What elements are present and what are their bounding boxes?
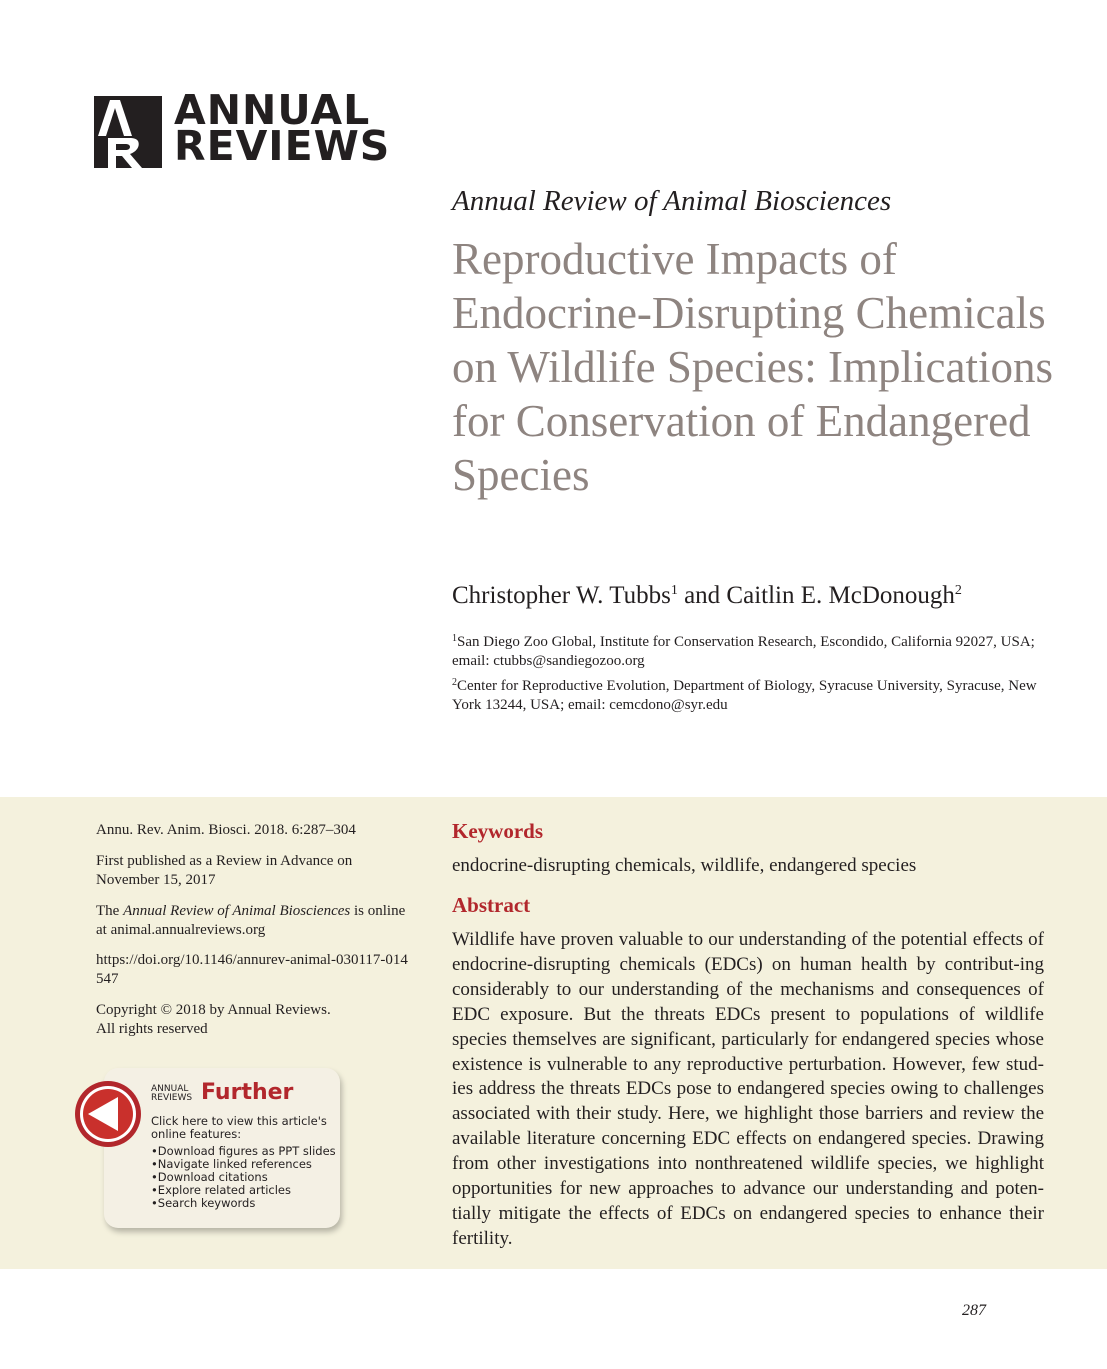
affiliation-marker: 2 [452,677,457,688]
logo-wordmark [174,86,391,170]
logo-line-1: ANNUAL [174,86,371,134]
abstract-heading: Abstract [452,893,531,917]
further-description-text: to view this article's online features: [151,1114,331,1141]
list-item: • Navigate linked references [151,1158,336,1171]
list-item: • Download figures as PPT slides [151,1145,336,1158]
author-affiliation-marker: 1 [670,583,678,598]
published-date: First published as a Review in Advance on November 15, 2017 [96,853,353,888]
affiliation-1 [452,629,1052,671]
citation: Annu. Rev. Anim. Biosci. 2018. 6:287–304 [96,822,356,838]
author-name: Caitlin E. McDonough [726,582,955,609]
keywords-heading: Keywords [452,819,543,843]
further-small-line-2: REVIEWS [151,1093,193,1103]
further-small-line-1: ANNUAL [151,1084,189,1094]
journal-name: Annual Review of Animal Biosciences [452,185,892,217]
further-small-logo [151,1085,192,1103]
online-note [96,902,416,940]
list-item: • Search keywords [151,1197,336,1210]
online-suffix: is online at animal.annualreviews.org [96,903,406,938]
further-title: Further [201,1080,294,1105]
rights: All rights reserved [96,1021,208,1037]
abstract-text: Wildlife have proven valuable to our understanding of the potential effects of endocrine-disrupting chemicals (EDCs) on human health by contribut-ing considerably to our understanding of the mechanisms and consequences of EDC exposure. But the threats EDCs present to populations of wildlife species themselves are significant, particularly for endangered species whose existence is vulnerable to any reproductive perturbation. However, few stud-ies address the threats EDCs pose to endangered species owing to challenges associated with their study. Here, we highlight those barriers and review the available literature concerning EDC effects on endangered species. Drawing from other investigations into nonthreatened wildlife species, we highlight opportunities for new approaches to advance our understanding and poten-tially mitigate the effects of EDCs on endangered species to enhance their fertility. [452,929,1044,1249]
article-title: Reproductive Impacts of Endocrine-Disrupting Chemicals on Wildlife Species: Implications for Conservation of Endangered Species [452,234,1053,500]
doi-link[interactable]: https://doi.org/10.1146/annurev-animal-030117-014547 [96,952,408,987]
author-connector: and [677,582,727,609]
author-list [452,582,962,610]
list-item: • Explore related articles [151,1184,336,1197]
annual-reviews-logo [94,86,391,170]
author-name: Christopher W. Tubbs [452,582,671,609]
click-here-link[interactable]: Click here [151,1114,208,1128]
online-prefix: The [96,903,124,919]
affiliation-2 [452,673,1052,715]
further-features-list [151,1145,336,1210]
affiliation-text: Center for Reproductive Evolution, Department of Biology, Syracuse University, Syracuse, New York 13244, USA; email: cemcdono@syr.edu [452,678,1037,713]
logo-line-2: REVIEWS [174,122,391,170]
list-item: • Download citations [151,1171,336,1184]
affiliation-marker: 1 [452,633,457,644]
copyright: Copyright © 2018 by Annual Reviews. [96,1002,331,1018]
play-back-icon[interactable] [74,1080,142,1148]
online-journal: Annual Review of Animal Biosciences [123,903,351,919]
page-number: 287 [962,1302,986,1319]
further-description [151,1115,331,1141]
keywords-text: endocrine-disrupting chemicals, wildlife, endangered species [452,855,917,876]
ar-logo-mark-icon [94,96,162,168]
affiliation-text: San Diego Zoo Global, Institute for Conservation Research, Escondido, California 92027, USA; email: ctubbs@sandiegozoo.org [452,634,1035,669]
author-affiliation-marker: 2 [954,583,962,598]
